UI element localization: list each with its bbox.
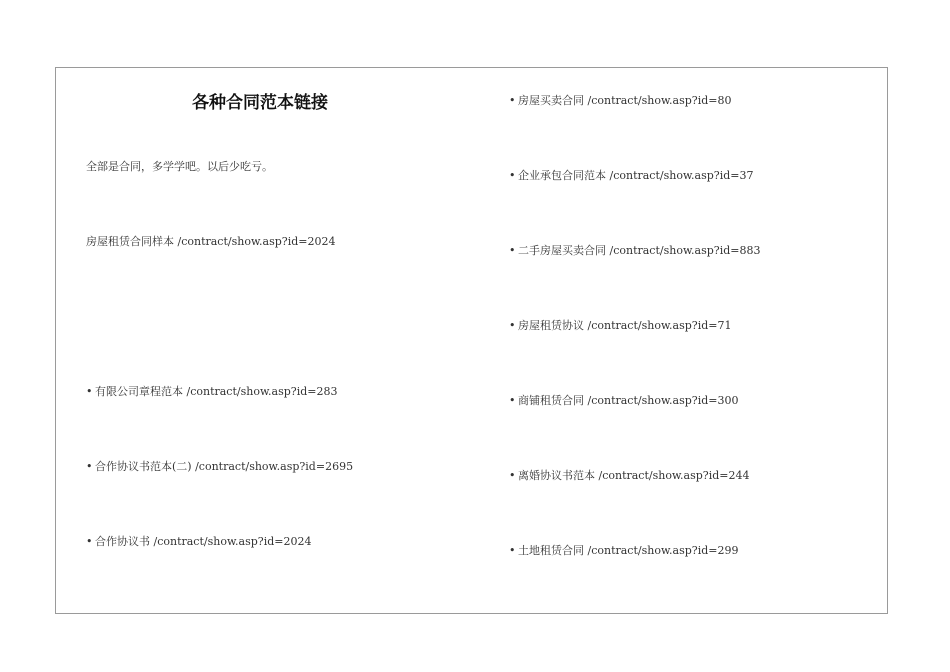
link-url[interactable]: /contract/show.asp?id=2024 — [177, 235, 336, 248]
bullet-icon: • — [509, 544, 516, 557]
bullet-icon: • — [509, 394, 516, 407]
link-url[interactable]: /contract/show.asp?id=37 — [609, 169, 754, 182]
link-name: 土地租赁合同 — [518, 544, 584, 557]
list-item[interactable] — [509, 244, 760, 258]
link-url[interactable]: /contract/show.asp?id=883 — [609, 244, 761, 257]
link-name: 商铺租赁合同 — [518, 394, 584, 407]
list-item[interactable] — [86, 385, 337, 399]
bullet-icon: • — [509, 319, 516, 332]
bullet-icon: • — [86, 535, 93, 548]
bullet-icon: • — [86, 385, 93, 398]
list-item[interactable] — [86, 535, 311, 549]
link-url[interactable]: /contract/show.asp?id=71 — [587, 319, 732, 332]
list-item[interactable] — [509, 544, 738, 558]
link-url[interactable]: /contract/show.asp?id=283 — [186, 385, 338, 398]
list-item[interactable] — [509, 319, 731, 333]
list-item[interactable] — [86, 460, 353, 474]
link-name: 合作协议书范本(二) — [95, 460, 192, 473]
link-url[interactable]: /contract/show.asp?id=299 — [587, 544, 739, 557]
bullet-icon: • — [86, 460, 93, 473]
link-url[interactable]: /contract/show.asp?id=2024 — [153, 535, 312, 548]
bullet-icon: • — [509, 169, 516, 182]
list-item[interactable] — [509, 94, 731, 108]
link-name: 企业承包合同范本 — [518, 169, 606, 182]
link-name: 合作协议书 — [95, 535, 150, 548]
list-item[interactable] — [509, 169, 753, 183]
link-name: 房屋买卖合同 — [518, 94, 584, 107]
bullet-icon: • — [509, 94, 516, 107]
link-name: 房屋租赁协议 — [518, 319, 584, 332]
list-item[interactable] — [509, 394, 738, 408]
link-url[interactable]: /contract/show.asp?id=244 — [598, 469, 750, 482]
list-item[interactable] — [509, 469, 749, 483]
link-name: 有限公司章程范本 — [95, 385, 183, 398]
intro-text: 全部是合同，多学学吧。以后少吃亏。 — [86, 160, 273, 173]
link-url[interactable]: /contract/show.asp?id=300 — [587, 394, 739, 407]
bullet-icon: • — [509, 469, 516, 482]
link-name: 房屋租赁合同样本 — [86, 235, 174, 248]
link-house-lease-sample[interactable] — [86, 235, 335, 249]
document-title: 各种合同范本链接 — [192, 93, 328, 113]
document-frame — [55, 67, 888, 614]
link-name: 二手房屋买卖合同 — [518, 244, 606, 257]
link-name: 离婚协议书范本 — [518, 469, 595, 482]
link-url[interactable]: /contract/show.asp?id=2695 — [195, 460, 354, 473]
link-url[interactable]: /contract/show.asp?id=80 — [587, 94, 732, 107]
bullet-icon: • — [509, 244, 516, 257]
